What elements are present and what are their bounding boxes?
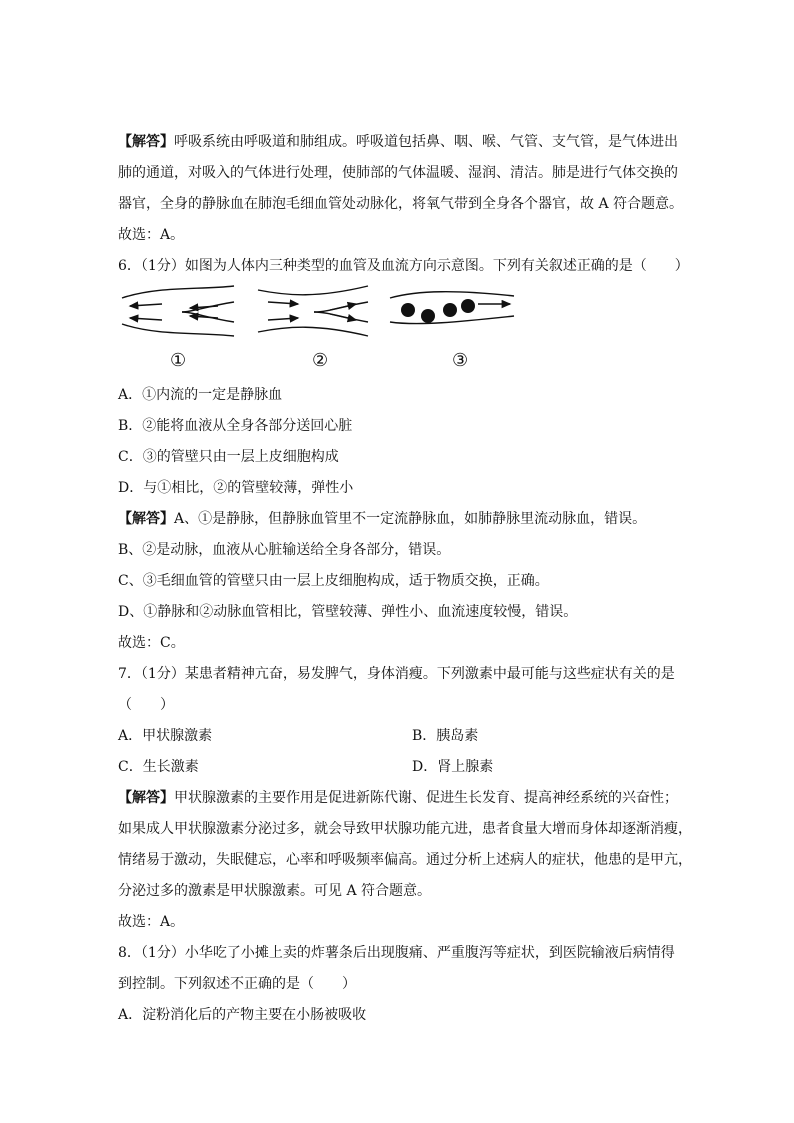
document-page xyxy=(118,127,698,1031)
answer-text: B、②是动脉，血液从心脏输送给全身各部分，错误。 xyxy=(118,542,451,558)
vessel-2-artery xyxy=(258,286,368,336)
blood-vessel-figure xyxy=(118,282,698,380)
q6-stem: 6．（1分）如图为人体内三种类型的血管及血流方向示意图。下列有关叙述正确的是（ ） xyxy=(118,258,689,274)
answer-text: 肺的通道，对吸入的气体进行处理，使肺部的气体温暖、湿润、清洁。肺是进行气体交换的 xyxy=(118,165,678,181)
q7-stem-cont: （ ） xyxy=(118,697,174,713)
result-text: 故选：C。 xyxy=(118,635,185,651)
option-d: D．肾上腺素 xyxy=(412,759,494,775)
figure-label-1: ① xyxy=(170,350,187,371)
blood-vessel-diagram xyxy=(118,282,698,352)
q6-answer-line xyxy=(118,504,698,535)
option-a: A．甲状腺激素 xyxy=(118,728,213,744)
answer-text: 器官，全身的静脉血在肺泡毛细血管处动脉化，将氧气带到全身各个器官，故 A 符合题意。 xyxy=(118,196,684,212)
figure-label-2: ② xyxy=(312,350,329,371)
answer-text: 甲状腺激素的主要作用是促进新陈代谢、促进生长发育、提高神经系统的兴奋性； xyxy=(174,790,678,806)
answer-text: A、①是静脉，但静脉血管里不一定流静脉血，如肺静脉里流动脉血，错误。 xyxy=(174,511,647,527)
q8-stem: 8．（1分）小华吃了小摊上卖的炸薯条后出现腹痛、严重腹泻等症状，到医院输液后病情得 xyxy=(118,945,675,961)
blood-cell xyxy=(443,303,457,317)
option-c: C．生长激素 xyxy=(118,759,199,775)
options-row xyxy=(118,752,698,783)
answer-tag: 【解答】 xyxy=(118,134,174,150)
answer-text: D、①静脉和②动脉血管相比，管壁较薄、弹性小、血流速度较慢，错误。 xyxy=(118,604,578,620)
q7-stem: 7．（1分）某患者精神亢奋，易发脾气，身体消瘦。下列激素中最可能与这些症状有关的是 xyxy=(118,666,675,682)
blood-cell xyxy=(401,303,415,317)
option-a: A．①内流的一定是静脉血 xyxy=(118,387,283,403)
figure-label-3: ③ xyxy=(452,350,469,371)
figure-labels xyxy=(118,350,698,374)
blood-cell xyxy=(461,299,475,313)
option-d: D．与①相比，②的管壁较薄，弹性小 xyxy=(118,480,354,496)
answer-text: C、③毛细血管的管壁只由一层上皮细胞构成，适于物质交换，正确。 xyxy=(118,573,549,589)
q7-answer-line xyxy=(118,783,698,814)
option-b: B．②能将血液从全身各部分送回心脏 xyxy=(118,418,353,434)
q8-stem-cont: 到控制。下列叙述不正确的是（ ） xyxy=(118,976,356,992)
result-text: 故选：A。 xyxy=(118,227,185,243)
blood-cell xyxy=(421,309,435,323)
answer-tag: 【解答】 xyxy=(118,790,174,806)
option-b: B．胰岛素 xyxy=(412,728,479,744)
answer-tag: 【解答】 xyxy=(118,511,174,527)
option-c: C．③的管壁只由一层上皮细胞构成 xyxy=(118,449,339,465)
answer-text: 情绪易于激动，失眠健忘，心率和呼吸频率偏高。通过分析上述病人的症状，他患的是甲亢， xyxy=(118,852,692,868)
vessel-3-capillary xyxy=(390,292,514,324)
vessel-1-vein xyxy=(122,286,234,336)
options-row xyxy=(118,721,698,752)
answer-text: 分泌过多的激素是甲状腺激素。可见 A 符合题意。 xyxy=(118,883,432,899)
q5-answer-line xyxy=(118,127,698,158)
answer-text: 呼吸系统由呼吸道和肺组成。呼吸道包括鼻、咽、喉、气管、支气管，是气体进出 xyxy=(174,134,678,150)
answer-text: 如果成人甲状腺激素分泌过多，就会导致甲状腺功能亢进，患者食量大增而身体却逐渐消瘦， xyxy=(118,821,692,837)
option-a: A．淀粉消化后的产物主要在小肠被吸收 xyxy=(118,1007,367,1023)
result-text: 故选：A。 xyxy=(118,914,185,930)
